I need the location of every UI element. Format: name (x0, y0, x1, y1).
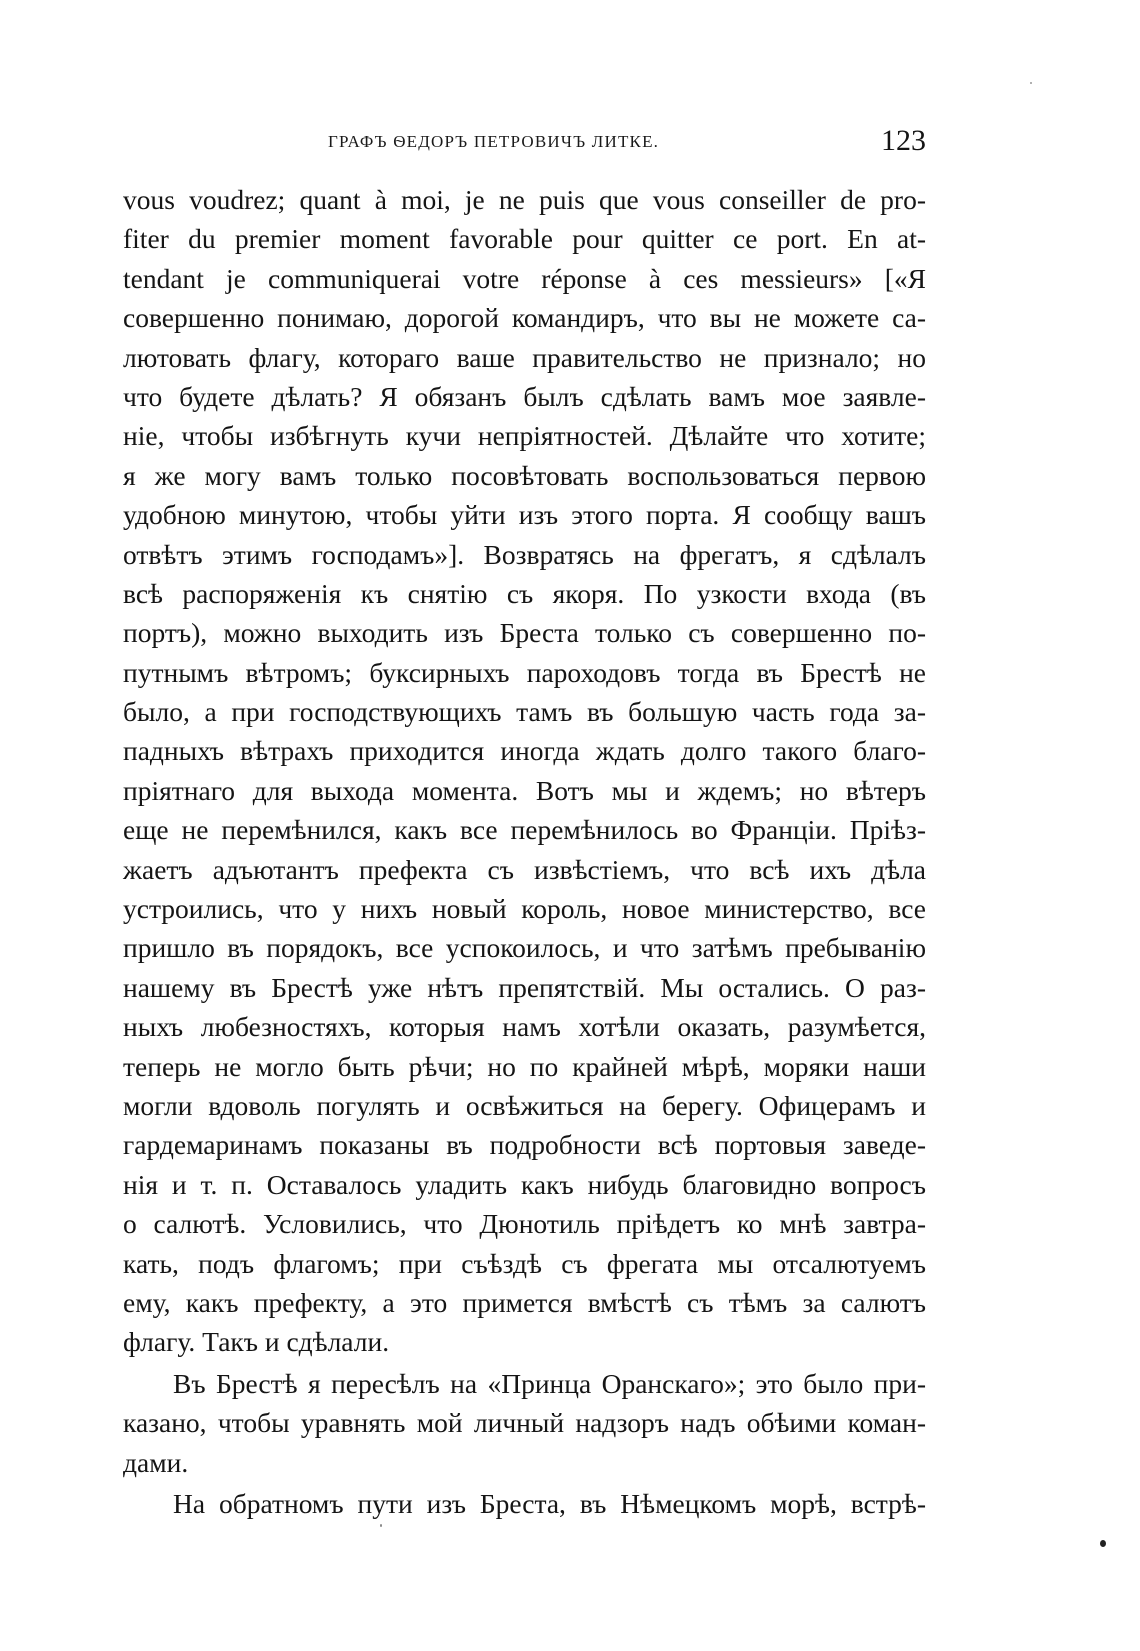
text-line: о салютѣ. Условились, что Дюнотиль пріѣдетъ ко мнѣ завтра- (123, 1208, 926, 1240)
text-line: fiter du premier moment favorable pour quitter ce port. En at- (123, 223, 926, 255)
text-line: казано, чтобы уравнять мой личный надзоръ надъ обѣими коман- (123, 1407, 926, 1439)
text-line: кать, подъ флагомъ; при съѣздѣ съ фрегата мы отсалютуемъ (123, 1247, 926, 1279)
ink-speck (1030, 82, 1032, 84)
running-head (118, 124, 926, 160)
text-line: жаетъ адъютантъ префекта съ извѣстіемъ, что всѣ ихъ дѣла (123, 853, 926, 885)
text-line: еще не перемѣнился, какъ все перемѣнилось во Франціи. Пріѣз- (123, 814, 926, 846)
text-line: ныхъ любезностяхъ, которыя намъ хотѣли оказать, разумѣется, (123, 1011, 926, 1043)
text-line: пришло въ порядокъ, все успокоилось, и что затѣмъ пребыванію (123, 932, 926, 964)
text-line: совершенно понимаю, дорогой командиръ, что вы не можете са- (123, 302, 926, 334)
text-line: гардемаринамъ показаны въ подробности всѣ портовыя заведе- (123, 1129, 926, 1161)
text-line: лютовать флагу, котораго ваше правительство не признало; но (123, 341, 926, 373)
text-line: отвѣтъ этимъ господамъ»]. Возвратясь на фрегатъ, я сдѣлалъ (123, 538, 926, 570)
paragraph-3 (123, 1484, 926, 1523)
text-line: что будете дѣлать? Я обязанъ былъ сдѣлать вамъ мое заявле- (123, 380, 926, 412)
ink-speck (1100, 1540, 1106, 1547)
text-line: всѣ распоряженія къ снятію съ якоря. По узкости входа (въ (123, 577, 926, 609)
text-line: удобною минутою, чтобы уйти изъ этого порта. Я сообщу вашъ (123, 499, 926, 531)
text-line: tendant je communiquerai votre réponse à ces messieurs» [«Я (123, 262, 926, 294)
page-number: 123 (881, 124, 926, 157)
text-line: могли вдоволь погулять и освѣжиться на берегу. Офицерамъ и (123, 1089, 926, 1121)
text-line: дами. (123, 1446, 189, 1478)
text-line: я же могу вамъ только посовѣтовать воспользоваться первою (123, 459, 926, 491)
text-line: ему, какъ префекту, а это примется вмѣстѣ съ тѣмъ за салютъ (123, 1286, 926, 1318)
text-line: устроились, что у нихъ новый король, новое министерство, все (123, 893, 926, 925)
text-line: vous voudrez; quant à moi, je ne puis que vous conseiller de pro- (123, 184, 926, 215)
body-text (123, 180, 926, 1523)
text-line: флагу. Такъ и сдѣлали. (123, 1326, 390, 1358)
text-line: теперь не могло быть рѣчи; но по крайней мѣрѣ, моряки наши (123, 1050, 926, 1082)
text-line: ніе, чтобы избѣгнуть кучи непріятностей. Дѣлайте что хотите; (123, 420, 926, 452)
text-line: было, а при господствующихъ тамъ въ большую часть года за- (123, 696, 926, 728)
text-line: На обратномъ пути изъ Бреста, въ Нѣмецкомъ морѣ, встрѣ- (173, 1487, 926, 1519)
ink-speck (380, 1524, 382, 1527)
text-line: путнымъ вѣтромъ; буксирныхъ пароходовъ тогда въ Брестѣ не (123, 656, 926, 688)
text-line: портъ), можно выходить изъ Бреста только съ совершенно по- (123, 617, 926, 649)
text-line: нія и т. п. Оставалось уладить какъ нибудь благовидно вопросъ (123, 1168, 926, 1200)
text-line: падныхъ вѣтрахъ приходится иногда ждать долго такого благо- (123, 735, 926, 767)
running-title: ГРАФЪ ѲЕДОРЪ ПЕТРОВИЧЪ ЛИТКЕ. (328, 132, 660, 151)
text-line: Въ Брестѣ я пересѣлъ на «Принца Оранскаго»; это было при- (173, 1367, 926, 1399)
paragraph-2 (123, 1364, 926, 1482)
text-line: пріятнаго для выхода момента. Вотъ мы и ждемъ; но вѣтеръ (123, 774, 926, 806)
text-line: нашему въ Брестѣ уже нѣтъ препятствій. Мы остались. О раз- (123, 971, 926, 1003)
paragraph-1 (123, 180, 926, 1362)
